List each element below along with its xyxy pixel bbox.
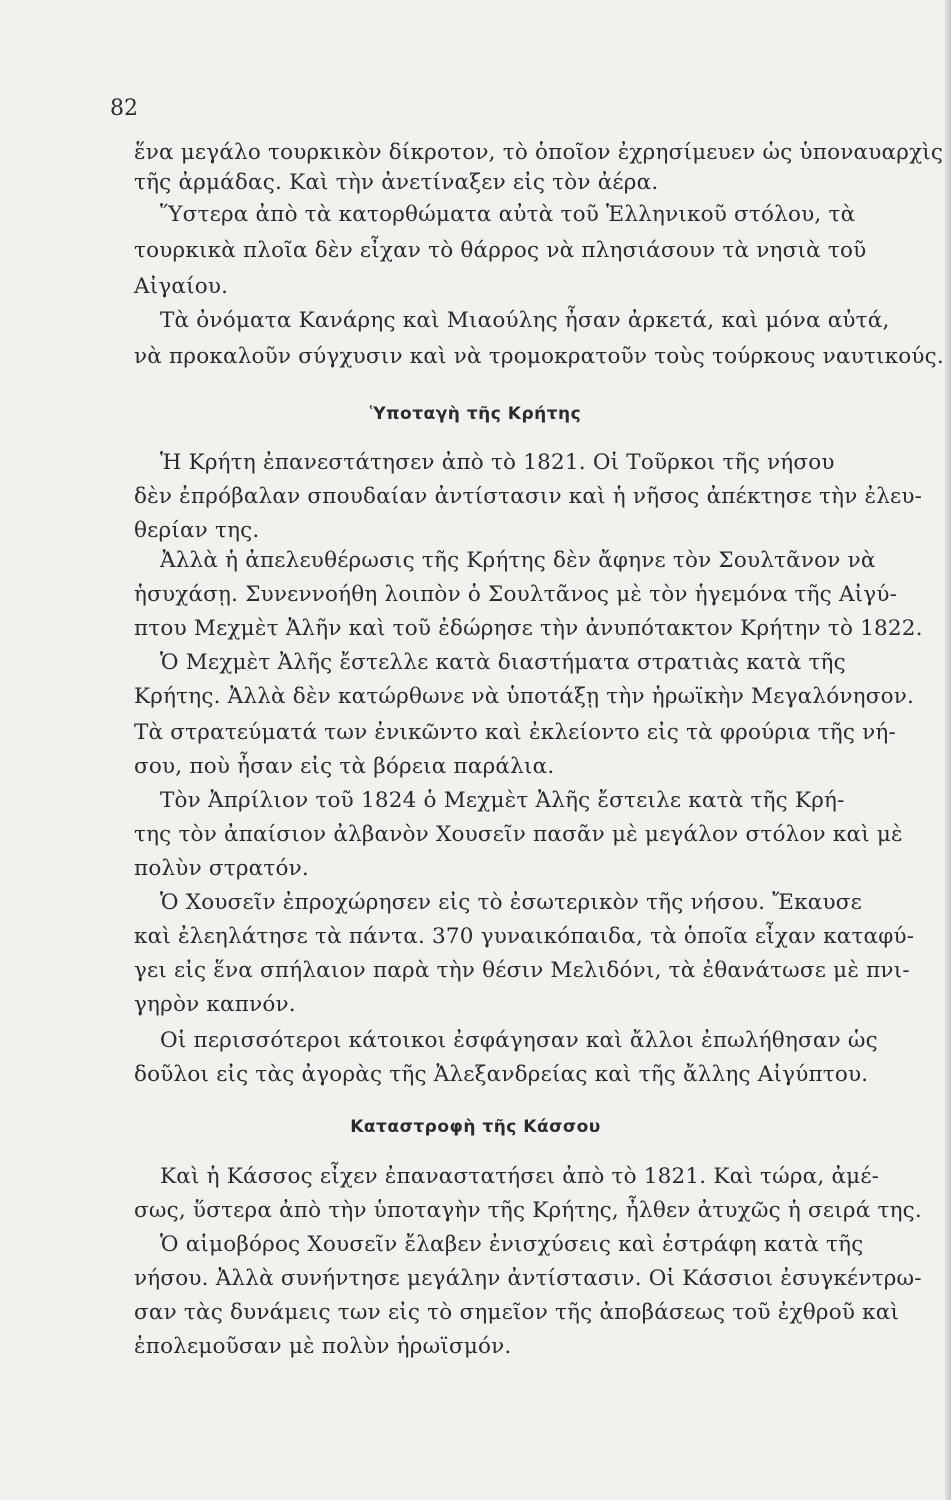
- text-line: Ὕστερα ἀπὸ τὰ κατορθώματα αὐτὰ τοῦ Ἑλληνικοῦ στόλου, τὰ: [160, 202, 856, 227]
- text-line: γει εἰς ἕνα σπήλαιον παρὰ τὴν θέσιν Μελιδόνι, τὰ ἐθανάτωσε μὲ πνι-: [134, 958, 910, 983]
- text-line: σως, ὕστερα ἀπὸ τὴν ὑποταγὴν τῆς Κρήτης, ἦλθεν ἀτυχῶς ἡ σειρά της.: [134, 1198, 922, 1223]
- text-line: τῆς ἀρμάδας. Καὶ τὴν ἀνετίναξεν εἰς τὸν ἀέρα.: [134, 170, 659, 195]
- text-line: πτου Μεχμὲτ Ἀλῆν καὶ τοῦ ἐδώρησε τὴν ἀνυπότακτον Κρήτην τὸ 1822.: [134, 616, 923, 641]
- text-line: Ὁ Μεχμὲτ Ἀλῆς ἔστελλε κατὰ διαστήματα στρατιὰς κατὰ τῆς: [160, 650, 846, 675]
- text-line: Κρήτης. Ἀλλὰ δὲν κατώρθωνε νὰ ὑποτάξῃ τὴν ἡρωϊκὴν Μεγαλόνησον.: [134, 684, 915, 709]
- text-line: ἐπολεμοῦσαν μὲ πολὺν ἡρωϊσμόν.: [134, 1334, 512, 1359]
- text-line: της τὸν ἀπαίσιον ἀλβανὸν Χουσεῖν πασᾶν μὲ μεγάλον στόλον καὶ μὲ: [134, 822, 903, 847]
- section-heading: Καταστροφὴ τῆς Κάσσου: [350, 1117, 601, 1137]
- section-heading: Ὑποταγὴ τῆς Κρήτης: [369, 404, 582, 424]
- text-line: γηρὸν καπνόν.: [134, 992, 296, 1017]
- text-line: νὰ προκαλοῦν σύγχυσιν καὶ νὰ τρομοκρατοῦν τοὺς τούρκους ναυτικούς.: [134, 344, 944, 369]
- text-line: Ἀλλὰ ἡ ἀπελευθέρωσις τῆς Κρήτης δὲν ἄφηνε τὸν Σουλτᾶνον νὰ: [160, 548, 876, 573]
- text-line: Ὁ αἱμοβόρος Χουσεῖν ἔλαβεν ἐνισχύσεις καὶ ἐστράφη κατὰ τῆς: [160, 1232, 864, 1257]
- text-line: ἕνα μεγάλο τουρκικὸν δίκροτον, τὸ ὁποῖον ἐχρησίμευεν ὡς ὑποναυαρχὶς: [134, 140, 944, 165]
- text-line: δοῦλοι εἰς τὰς ἀγορὰς τῆς Ἀλεξανδρείας καὶ τῆς ἄλλης Αἰγύπτου.: [134, 1062, 869, 1087]
- text-line: νήσου. Ἀλλὰ συνήντησε μεγάλην ἀντίστασιν. Οἱ Κάσσιοι ἐσυγκέντρω-: [134, 1266, 922, 1291]
- text-line: Ἡ Κρήτη ἐπανεστάτησεν ἀπὸ τὸ 1821. Οἱ Τοῦρκοι τῆς νήσου: [160, 450, 835, 475]
- text-line: σου, ποὺ ἦσαν εἰς τὰ βόρεια παράλια.: [134, 754, 555, 779]
- text-line: θερίαν της.: [134, 518, 260, 543]
- text-line: Τὰ στρατεύματά των ἐνικῶντο καὶ ἐκλείοντο εἰς τὰ φρούρια τῆς νή-: [134, 720, 896, 745]
- page-number: 82: [110, 96, 138, 121]
- text-line: Τὸν Ἀπρίλιον τοῦ 1824 ὁ Μεχμὲτ Ἀλῆς ἔστειλε κατὰ τῆς Κρή-: [160, 788, 845, 813]
- text-line: Ὁ Χουσεῖν ἐπροχώρησεν εἰς τὸ ἐσωτερικὸν τῆς νήσου. Ἔκαυσε: [160, 890, 862, 915]
- text-line: σαν τὰς δυνάμεις των εἰς τὸ σημεῖον τῆς ἀποβάσεως τοῦ ἐχθροῦ καὶ: [134, 1300, 900, 1325]
- text-line: Καὶ ἡ Κάσσος εἶχεν ἐπαναστατήσει ἀπὸ τὸ 1821. Καὶ τώρα, ἀμέ-: [160, 1164, 880, 1189]
- text-line: Τὰ ὀνόματα Κανάρης καὶ Μιαούλης ἦσαν ἀρκετά, καὶ μόνα αὐτά,: [160, 308, 890, 333]
- text-line: ἡσυχάσῃ. Συνεννοήθη λοιπὸν ὁ Σουλτᾶνος μὲ τὸν ἡγεμόνα τῆς Αἰγύ-: [134, 582, 898, 607]
- text-line: δὲν ἐπρόβαλαν σπουδαίαν ἀντίστασιν καὶ ἡ νῆσος ἀπέκτησε τὴν ἐλευ-: [134, 484, 923, 509]
- text-line: πολὺν στρατόν.: [134, 856, 309, 881]
- text-line: καὶ ἐλεηλάτησε τὰ πάντα. 370 γυναικόπαιδα, τὰ ὁποῖα εἶχαν καταφύ-: [134, 924, 915, 949]
- text-line: τουρκικὰ πλοῖα δὲν εἶχαν τὸ θάρρος νὰ πλησιάσουν τὰ νησιὰ τοῦ: [134, 238, 867, 263]
- text-line: Αἰγαίου.: [134, 274, 229, 299]
- text-line: Οἱ περισσότεροι κάτοικοι ἐσφάγησαν καὶ ἄλλοι ἐπωλήθησαν ὡς: [160, 1028, 878, 1053]
